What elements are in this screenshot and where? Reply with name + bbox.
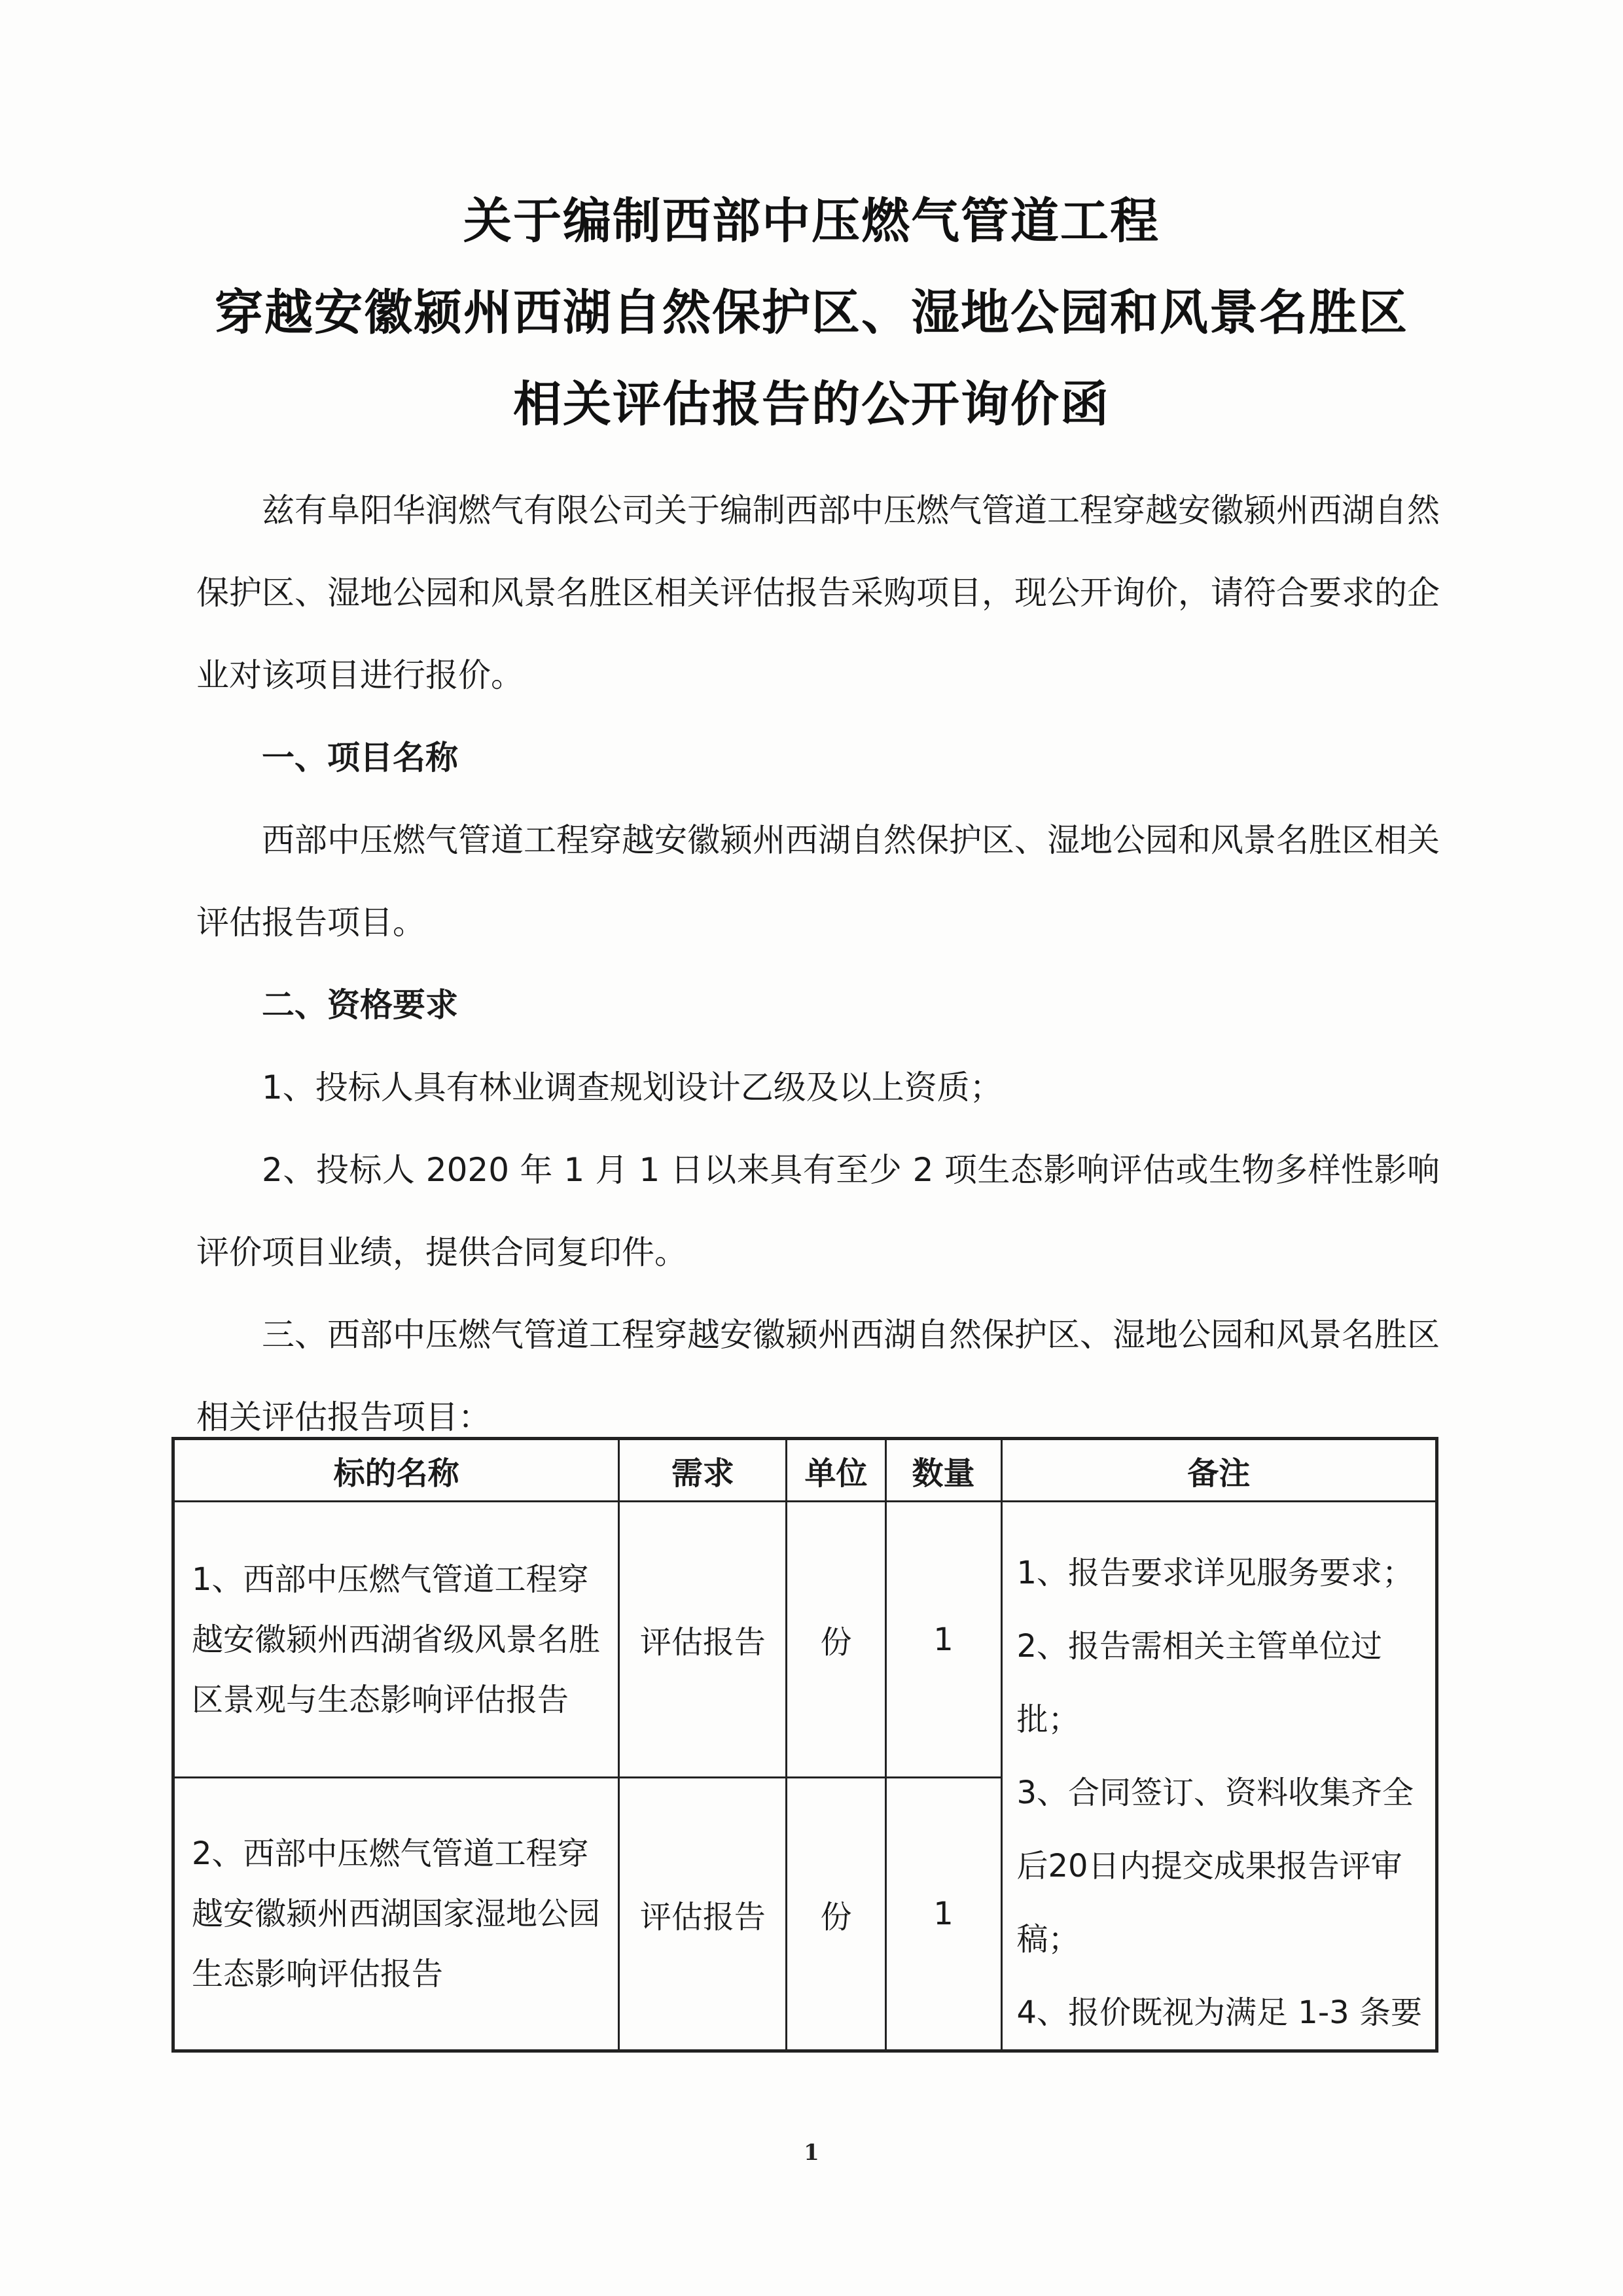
qualification-item-1: 1、投标人具有林业调查规划设计乙级及以上资质； bbox=[262, 1069, 1003, 1106]
intro-paragraph: 兹有阜阳华润燃气有限公司关于编制西部中压燃气管道工程穿越安徽颍州西湖自然保护区、湿地公园和风景名胜区相关评估报告采购项目，现公开询价，请符合要求的企业对该项目进行报价。 bbox=[196, 491, 1440, 694]
title-line-2: 穿越安徽颍州西湖自然保护区、湿地公园和风景名胜区 bbox=[215, 285, 1408, 341]
title-line-3: 相关评估报告的公开询价函 bbox=[513, 376, 1110, 433]
item-name: 1、西部中压燃气管道工程穿越安徽颍州西湖省级风景名胜区景观与生态影响评估报告 bbox=[173, 1502, 619, 1778]
item-quantity: 1 bbox=[885, 1778, 1001, 2051]
qualification-item-2: 2、投标人 2020 年 1 月 1 日以来具有至少 2 项生态影响评估或生物多样性影响评价项目业绩，提供合同复印件。 bbox=[196, 1151, 1440, 1271]
note-item: 2、报告需相关主管单位过批； bbox=[1016, 1628, 1383, 1738]
items-table bbox=[171, 1437, 1438, 2053]
notes-cell bbox=[1001, 1502, 1437, 2051]
header-notes: 备注 bbox=[1001, 1439, 1437, 1502]
note-item: 1、报告要求详见服务要求； bbox=[1016, 1555, 1414, 1591]
page-number: 1 bbox=[804, 2140, 819, 2166]
section-2-heading: 二、资格要求 bbox=[262, 986, 458, 1024]
table-row bbox=[173, 1502, 1437, 1778]
header-quantity: 数量 bbox=[885, 1439, 1001, 1502]
title-line-1: 关于编制西部中压燃气管道工程 bbox=[463, 193, 1160, 249]
item-unit: 份 bbox=[787, 1778, 885, 2051]
document-title bbox=[0, 175, 1623, 450]
section-3-heading: 三、西部中压燃气管道工程穿越安徽颍州西湖自然保护区、湿地公园和风景名胜区相关评估报告项目： bbox=[196, 1316, 1440, 1436]
table-header-row bbox=[173, 1439, 1437, 1502]
header-unit: 单位 bbox=[787, 1439, 885, 1502]
note-item: 4、报价既视为满足 1-3 条要 bbox=[1016, 1994, 1422, 2031]
document-body bbox=[196, 469, 1440, 1458]
item-unit: 份 bbox=[787, 1502, 885, 1778]
header-name: 标的名称 bbox=[173, 1439, 619, 1502]
note-item: 3、合同签订、资料收集齐全后20日内提交成果报告评审稿； bbox=[1016, 1775, 1414, 1958]
section-1-heading: 一、项目名称 bbox=[262, 739, 458, 777]
section-1-text: 西部中压燃气管道工程穿越安徽颍州西湖自然保护区、湿地公园和风景名胜区相关评估报告项目。 bbox=[196, 821, 1440, 942]
item-demand: 评估报告 bbox=[619, 1502, 787, 1778]
item-name: 2、西部中压燃气管道工程穿越安徽颍州西湖国家湿地公园生态影响评估报告 bbox=[173, 1778, 619, 2051]
item-quantity: 1 bbox=[885, 1502, 1001, 1778]
item-demand: 评估报告 bbox=[619, 1778, 787, 2051]
header-demand: 需求 bbox=[619, 1439, 787, 1502]
